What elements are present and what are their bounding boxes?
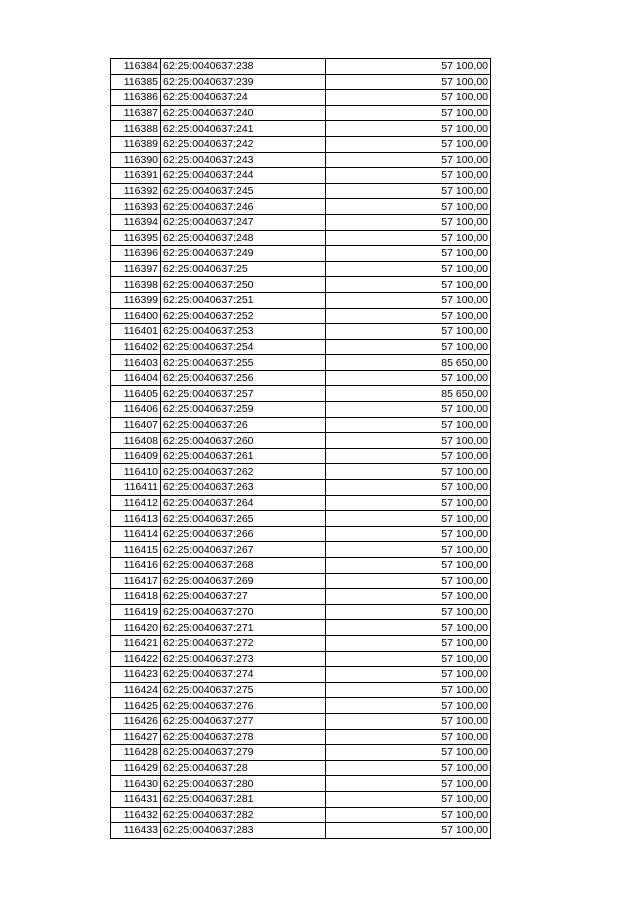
cadastral-number-cell: 62:25:0040637:25 [161,261,326,277]
row-number-cell: 116398 [111,277,161,293]
table-row [111,277,491,293]
table-row [111,199,491,215]
cadastral-value-cell: 57 100,00 [326,214,491,230]
row-number-cell: 116397 [111,261,161,277]
table-row [111,682,491,698]
cadastral-value-cell: 57 100,00 [326,698,491,714]
table-row [111,59,491,75]
row-number-cell: 116423 [111,667,161,683]
row-number-cell: 116387 [111,105,161,121]
cadastral-number-cell: 62:25:0040637:24 [161,90,326,106]
cadastral-value-cell: 57 100,00 [326,713,491,729]
cadastral-value-cell: 57 100,00 [326,230,491,246]
table-row [111,292,491,308]
cadastral-value-cell: 57 100,00 [326,402,491,418]
table-row [111,791,491,807]
table-row [111,136,491,152]
table-row [111,667,491,683]
table-row [111,74,491,90]
row-number-cell: 116394 [111,214,161,230]
cadastral-value-cell: 57 100,00 [326,807,491,823]
table-row [111,745,491,761]
row-number-cell: 116393 [111,199,161,215]
cadastral-number-cell: 62:25:0040637:257 [161,386,326,402]
cadastral-number-cell: 62:25:0040637:269 [161,573,326,589]
cadastral-value-cell: 57 100,00 [326,573,491,589]
row-number-cell: 116428 [111,745,161,761]
cadastral-value-cell: 85 650,00 [326,386,491,402]
table-row [111,573,491,589]
cadastral-number-cell: 62:25:0040637:266 [161,526,326,542]
cadastral-number-cell: 62:25:0040637:276 [161,698,326,714]
row-number-cell: 116410 [111,464,161,480]
table-row [111,230,491,246]
cadastral-value-cell: 57 100,00 [326,667,491,683]
cadastral-number-cell: 62:25:0040637:275 [161,682,326,698]
cadastral-value-cell: 57 100,00 [326,448,491,464]
table-row [111,308,491,324]
table-row [111,402,491,418]
row-number-cell: 116415 [111,542,161,558]
cadastral-number-cell: 62:25:0040637:254 [161,339,326,355]
cadastral-number-cell: 62:25:0040637:28 [161,760,326,776]
cadastral-value-cell: 57 100,00 [326,433,491,449]
cadastral-value-cell: 57 100,00 [326,324,491,340]
cadastral-value-cell: 57 100,00 [326,791,491,807]
cadastral-value-cell: 57 100,00 [326,292,491,308]
row-number-cell: 116427 [111,729,161,745]
row-number-cell: 116430 [111,776,161,792]
row-number-cell: 116412 [111,495,161,511]
cadastral-value-cell: 57 100,00 [326,604,491,620]
cadastral-value-cell: 57 100,00 [326,261,491,277]
cadastral-number-cell: 62:25:0040637:273 [161,651,326,667]
row-number-cell: 116420 [111,620,161,636]
row-number-cell: 116409 [111,448,161,464]
table-row [111,417,491,433]
cadastral-value-cell: 57 100,00 [326,121,491,137]
row-number-cell: 116385 [111,74,161,90]
cadastral-value-cell: 57 100,00 [326,760,491,776]
table-row [111,511,491,527]
table-row [111,807,491,823]
cadastral-value-cell: 57 100,00 [326,558,491,574]
cadastral-value-cell: 57 100,00 [326,370,491,386]
row-number-cell: 116408 [111,433,161,449]
row-number-cell: 116433 [111,823,161,839]
cadastral-number-cell: 62:25:0040637:243 [161,152,326,168]
table-row [111,90,491,106]
cadastral-number-cell: 62:25:0040637:252 [161,308,326,324]
cadastral-number-cell: 62:25:0040637:26 [161,417,326,433]
cadastral-value-cell: 57 100,00 [326,745,491,761]
cadastral-number-cell: 62:25:0040637:248 [161,230,326,246]
table-row [111,386,491,402]
row-number-cell: 116390 [111,152,161,168]
table-row [111,589,491,605]
cadastral-number-cell: 62:25:0040637:268 [161,558,326,574]
cadastral-value-cell: 57 100,00 [326,339,491,355]
cadastral-value-cell: 57 100,00 [326,183,491,199]
cadastral-number-cell: 62:25:0040637:263 [161,480,326,496]
row-number-cell: 116425 [111,698,161,714]
row-number-cell: 116407 [111,417,161,433]
row-number-cell: 116405 [111,386,161,402]
cadastral-number-cell: 62:25:0040637:271 [161,620,326,636]
table-body [111,59,491,839]
table-row [111,261,491,277]
row-number-cell: 116432 [111,807,161,823]
table-row [111,776,491,792]
cadastral-number-cell: 62:25:0040637:262 [161,464,326,480]
row-number-cell: 116418 [111,589,161,605]
row-number-cell: 116391 [111,168,161,184]
table-row [111,370,491,386]
table-row [111,698,491,714]
cadastral-value-cell: 57 100,00 [326,495,491,511]
table-row [111,558,491,574]
table-row [111,542,491,558]
table-row [111,760,491,776]
cadastral-value-cell: 57 100,00 [326,480,491,496]
cadastral-number-cell: 62:25:0040637:247 [161,214,326,230]
cadastral-number-cell: 62:25:0040637:244 [161,168,326,184]
cadastral-value-cell: 85 650,00 [326,355,491,371]
row-number-cell: 116399 [111,292,161,308]
cadastral-number-cell: 62:25:0040637:278 [161,729,326,745]
row-number-cell: 116414 [111,526,161,542]
row-number-cell: 116406 [111,402,161,418]
table-row [111,604,491,620]
table-row [111,433,491,449]
table-row [111,246,491,262]
cadastral-value-cell: 57 100,00 [326,277,491,293]
cadastral-number-cell: 62:25:0040637:256 [161,370,326,386]
table-row [111,324,491,340]
cadastral-number-cell: 62:25:0040637:265 [161,511,326,527]
cadastral-value-cell: 57 100,00 [326,168,491,184]
table-row [111,105,491,121]
cadastral-value-cell: 57 100,00 [326,308,491,324]
cadastral-value-cell: 57 100,00 [326,589,491,605]
cadastral-value-cell: 57 100,00 [326,620,491,636]
cadastral-number-cell: 62:25:0040637:264 [161,495,326,511]
row-number-cell: 116424 [111,682,161,698]
cadastral-number-cell: 62:25:0040637:283 [161,823,326,839]
cadastral-value-cell: 57 100,00 [326,511,491,527]
table-row [111,620,491,636]
cadastral-number-cell: 62:25:0040637:282 [161,807,326,823]
cadastral-number-cell: 62:25:0040637:270 [161,604,326,620]
row-number-cell: 116413 [111,511,161,527]
cadastral-value-cell: 57 100,00 [326,417,491,433]
row-number-cell: 116389 [111,136,161,152]
row-number-cell: 116392 [111,183,161,199]
table-row [111,464,491,480]
cadastral-value-cell: 57 100,00 [326,682,491,698]
cadastral-value-cell: 57 100,00 [326,635,491,651]
table-row [111,339,491,355]
cadastral-value-cell: 57 100,00 [326,823,491,839]
cadastral-number-cell: 62:25:0040637:241 [161,121,326,137]
cadastral-number-cell: 62:25:0040637:255 [161,355,326,371]
cadastral-number-cell: 62:25:0040637:272 [161,635,326,651]
table-row [111,713,491,729]
row-number-cell: 116402 [111,339,161,355]
cadastral-number-cell: 62:25:0040637:239 [161,74,326,90]
row-number-cell: 116386 [111,90,161,106]
cadastral-value-cell: 57 100,00 [326,526,491,542]
cadastral-number-cell: 62:25:0040637:281 [161,791,326,807]
cadastral-value-cell: 57 100,00 [326,105,491,121]
cadastral-value-cell: 57 100,00 [326,136,491,152]
row-number-cell: 116421 [111,635,161,651]
cadastral-number-cell: 62:25:0040637:260 [161,433,326,449]
cadastral-number-cell: 62:25:0040637:242 [161,136,326,152]
cadastral-number-cell: 62:25:0040637:277 [161,713,326,729]
table-row [111,651,491,667]
row-number-cell: 116384 [111,59,161,75]
row-number-cell: 116395 [111,230,161,246]
row-number-cell: 116388 [111,121,161,137]
cadastral-number-cell: 62:25:0040637:245 [161,183,326,199]
row-number-cell: 116419 [111,604,161,620]
cadastral-value-cell: 57 100,00 [326,542,491,558]
table-row [111,526,491,542]
cadastral-number-cell: 62:25:0040637:27 [161,589,326,605]
row-number-cell: 116417 [111,573,161,589]
cadastral-value-cell: 57 100,00 [326,90,491,106]
table-row [111,448,491,464]
row-number-cell: 116416 [111,558,161,574]
row-number-cell: 116404 [111,370,161,386]
table-row [111,183,491,199]
table-row [111,152,491,168]
row-number-cell: 116422 [111,651,161,667]
table-row [111,214,491,230]
cadastral-number-cell: 62:25:0040637:267 [161,542,326,558]
cadastral-value-cell: 57 100,00 [326,59,491,75]
table-row [111,729,491,745]
cadastral-value-cell: 57 100,00 [326,74,491,90]
row-number-cell: 116400 [111,308,161,324]
cadastral-number-cell: 62:25:0040637:250 [161,277,326,293]
cadastral-value-cell: 57 100,00 [326,152,491,168]
cadastral-number-cell: 62:25:0040637:259 [161,402,326,418]
cadastral-value-cell: 57 100,00 [326,464,491,480]
cadastral-number-cell: 62:25:0040637:253 [161,324,326,340]
row-number-cell: 116401 [111,324,161,340]
cadastral-value-cell: 57 100,00 [326,776,491,792]
cadastral-value-cell: 57 100,00 [326,246,491,262]
row-number-cell: 116429 [111,760,161,776]
row-number-cell: 116411 [111,480,161,496]
cadastral-number-cell: 62:25:0040637:274 [161,667,326,683]
cadastral-value-cell: 57 100,00 [326,651,491,667]
row-number-cell: 116396 [111,246,161,262]
cadastral-number-cell: 62:25:0040637:240 [161,105,326,121]
cadastral-number-cell: 62:25:0040637:238 [161,59,326,75]
cadastral-number-cell: 62:25:0040637:280 [161,776,326,792]
row-number-cell: 116426 [111,713,161,729]
table-row [111,823,491,839]
table-row [111,355,491,371]
cadastral-value-cell: 57 100,00 [326,199,491,215]
table-row [111,480,491,496]
cadastral-number-cell: 62:25:0040637:249 [161,246,326,262]
cadastral-value-table [110,58,491,839]
table-row [111,495,491,511]
row-number-cell: 116403 [111,355,161,371]
cadastral-number-cell: 62:25:0040637:261 [161,448,326,464]
cadastral-value-cell: 57 100,00 [326,729,491,745]
cadastral-number-cell: 62:25:0040637:246 [161,199,326,215]
cadastral-number-cell: 62:25:0040637:251 [161,292,326,308]
row-number-cell: 116431 [111,791,161,807]
table-row [111,121,491,137]
table-row [111,168,491,184]
table-row [111,635,491,651]
cadastral-number-cell: 62:25:0040637:279 [161,745,326,761]
